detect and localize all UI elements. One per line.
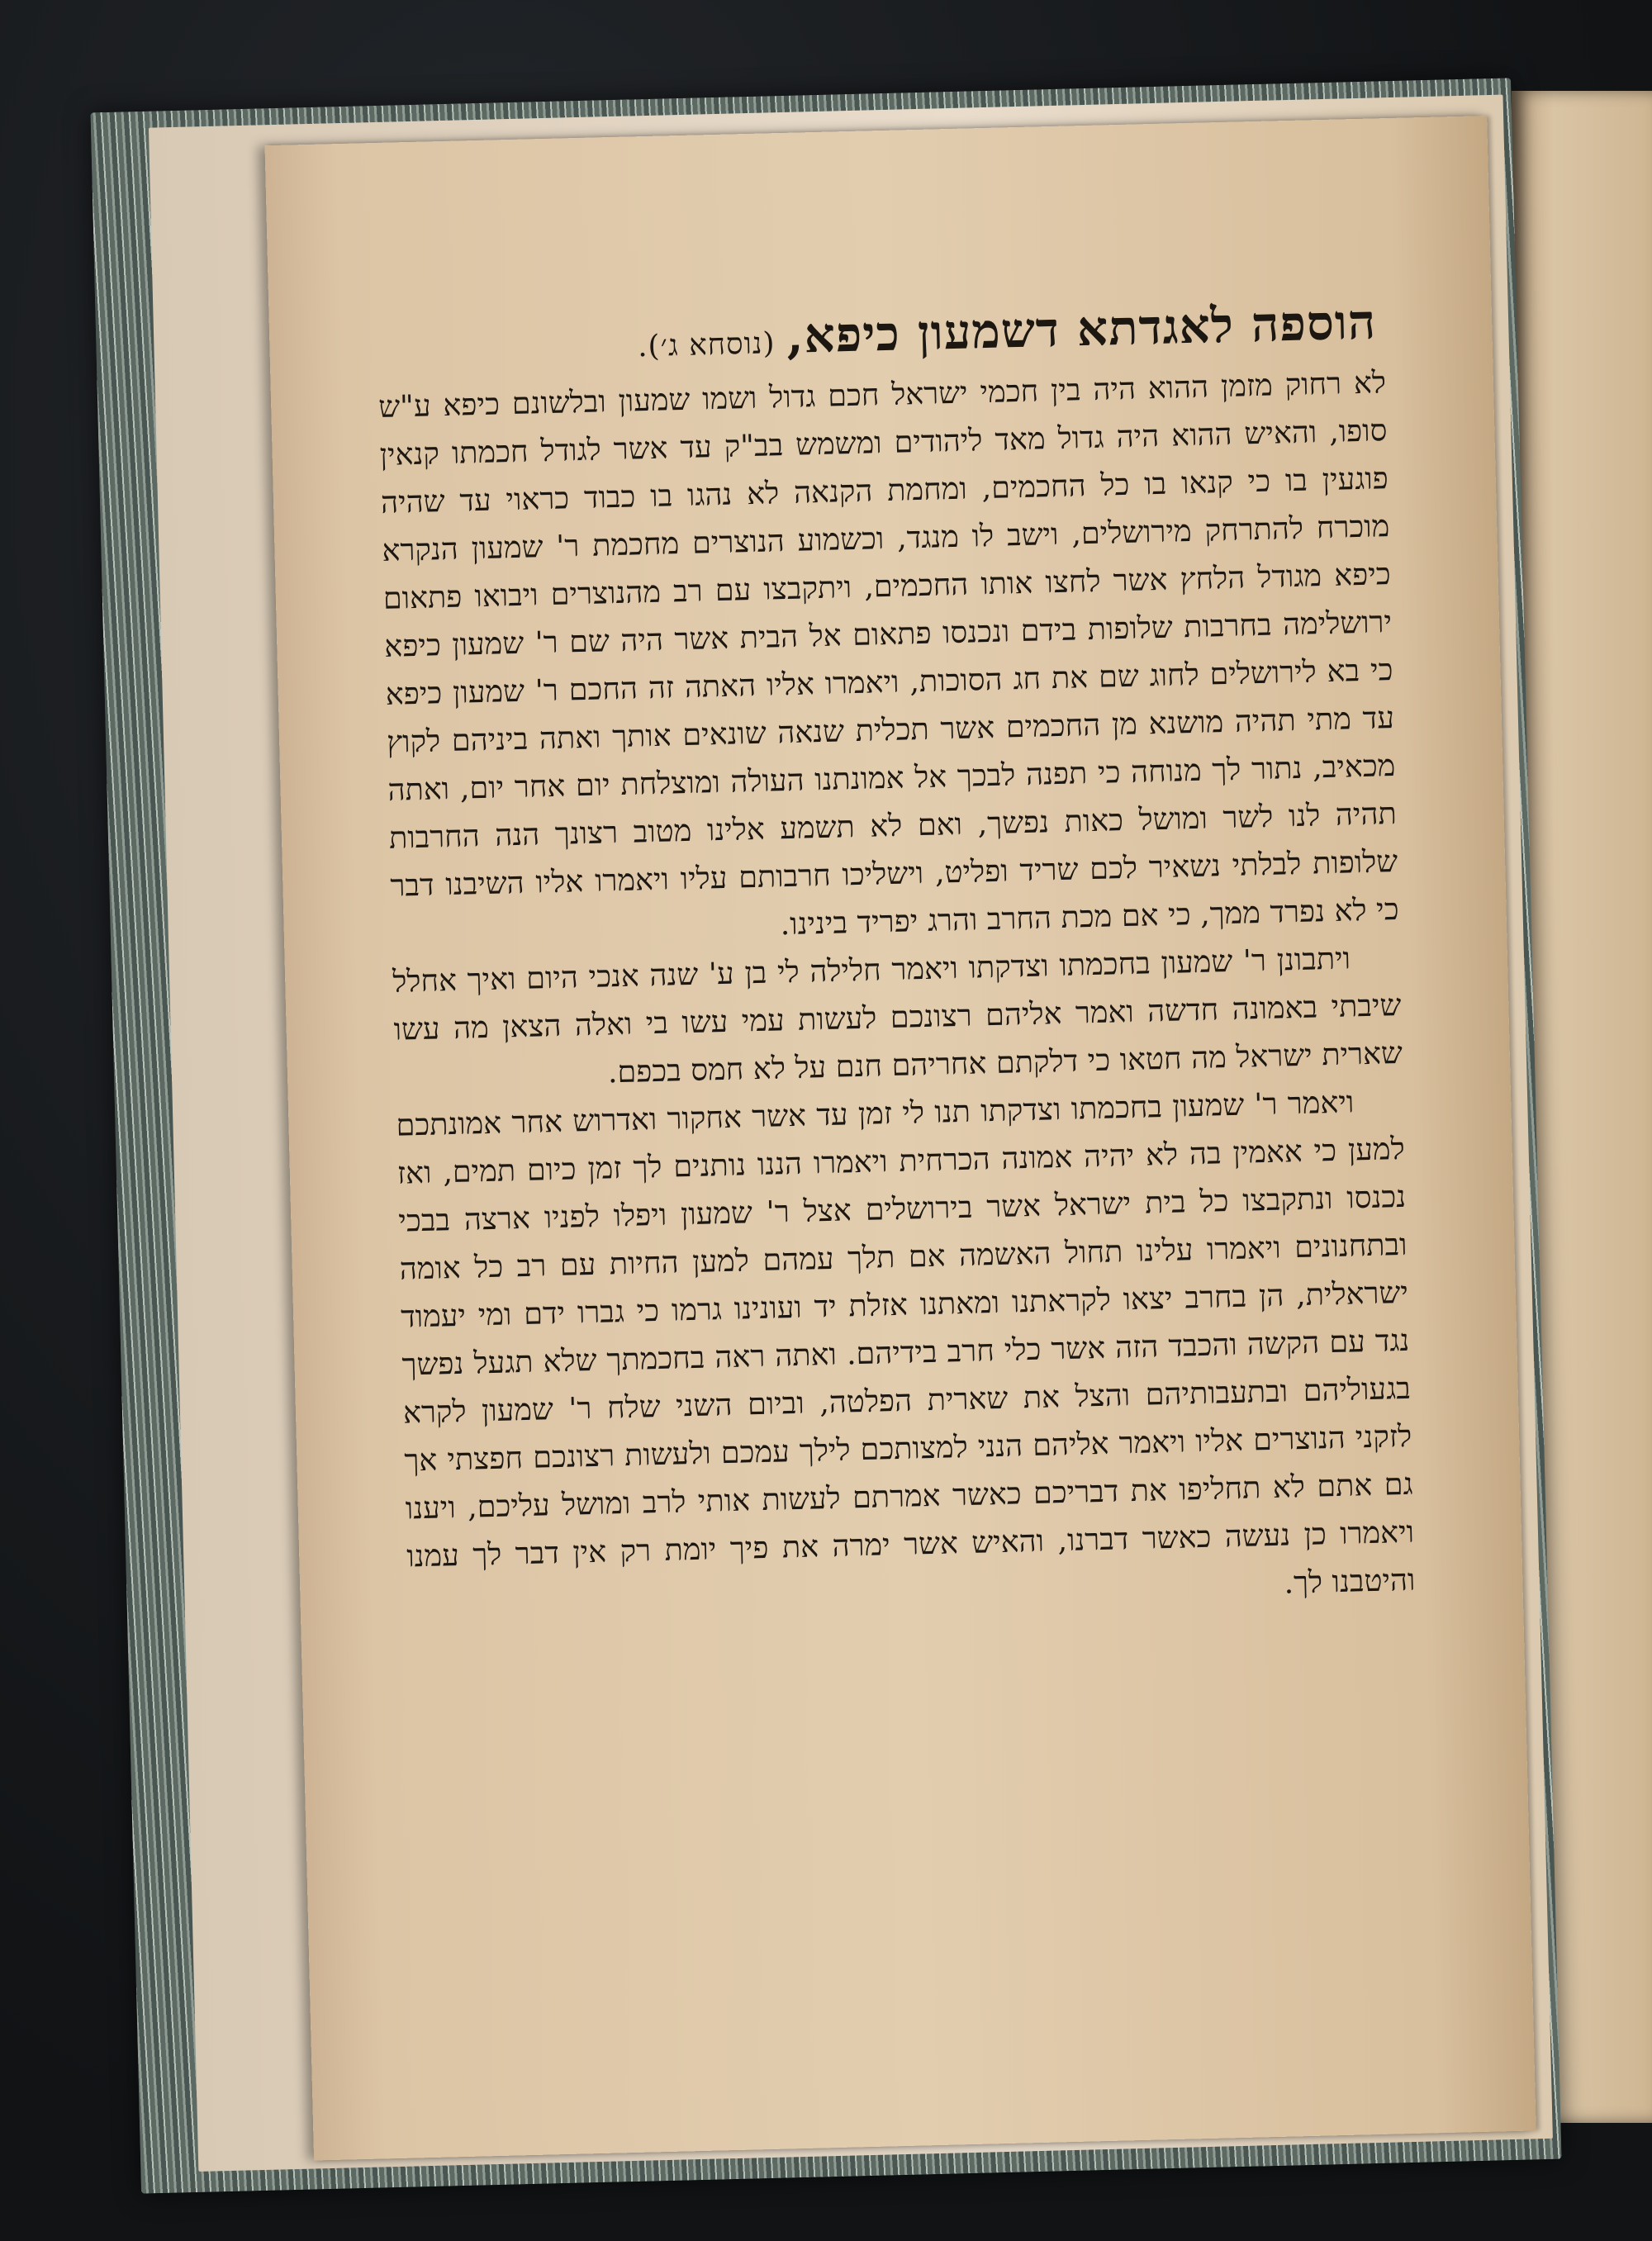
title-text: הוספה לאגדתא דשמעון כיפא,	[786, 293, 1377, 364]
paragraph-3: ויאמר ר' שמעון בחכמתו וצדקתו תנו לי זמן עד אשר אחקור ואדרוש אחר אמונתכם למען כי אאמין בה לא יהיה אמונה הכרחית ויאמרו הננו נותנים לך זמן כיום תמים, ואז נכנסו ונתקבצו כל בית ישראל אשר בירושלים אצל ר' שמעון ויפלו לפניו ארצה בבכי ובתחנונים ויאמרו עלינו תחול האשמה אם תלך עמהם למען החיות עם רב כל אומה ישראלית, הן בחרב יצאו לקראתנו ומאתנו אזלת יד ועונינו גרמו כי גברו ידם ומי יעמוד נגד עם הקשה והכבד הזה אשר כלי חרב בידיהם. ואתה ראה בחכמתך שלא תגעל נפשך בגעוליהם ובתעבותיהם והצל את שארית הפלטה, וביום השני שלח ר' שמעון לקרא לזקני הנוצרים אליו ויאמר אליהם הנני למצותכם לילך עמכם ולעשות רצונכם חפצתי אך גם אתם לא תחליפו את דבריכם כאשר אמרתם לעשות אותי לרב ומושל עליכם, ויענו ויאמרו כן נעשה כאשר דברנו, והאיש אשר ימרה את פיך יומת רק אין דבר לך עמנו והיטבנו לך.	[395, 1083, 1416, 1601]
book	[90, 78, 1561, 2193]
title-version-note: (נוסחא ג׳).	[637, 326, 776, 364]
book-page	[265, 116, 1536, 2160]
body-text	[378, 358, 1416, 1628]
paragraph-1: לא רחוק מזמן ההוא היה בין חכמי ישראל חכם גדול ושמו שמעון ובלשונם כיפא ע"ש סופו, והאיש ההוא היה גדול מאד ליהודים ומשמש בב"ק עד אשר לגודל חכמתו קנאין פוגעין בו כי קנאו בו כל החכמים, ומחמת הקנאה לא נהגו בו כבוד כראוי עד שהיה מוכרח להתרחק מירושלים, וישב לו מנגד, וכשמוע הנוצרים מחכמת ר' שמעון הנקרא כיפא מגודל הלחץ אשר לחצו אותו החכמים, ויתקבצו עם רב מהנוצרים ויבואו פתאום ירושלימה בחרבות שלופות בידם ונכנסו פתאום אל הבית אשר היה שם ר' שמעון כיפא כי בא לירושלים לחוג שם את חג הסוכות, ויאמרו אליו האתה זה החכם ר' שמעון כיפא עד מתי תהיה מושנא מן החכמים אשר תכלית שנאה שונאים אותך ואתה ביניהם לקוץ מכאיב, נתור לך מנוחה כי תפנה לבכך אל אמונתנו העולה ומוצלחת יום אחר יום, ואתה תהיה לנו לשר ומושל כאות נפשך, ואם לא תשמע אלינו מטוב רצונך הנה החרבות שלופות לבלתי נשאיר לכם שריד ופליט, וישליכו חרבותם עליו ויאמרו אליו השיבנו דבר כי לא נפרד ממך, כי אם מכת החרב והרג יפריד בינינו.	[377, 363, 1400, 942]
page-text	[377, 292, 1425, 1992]
paragraph-2: ויתבונן ר' שמעון בחכמתו וצדקתו ויאמר חלילה לי בן ע' שנה אנכי היום ואיך אחלל שיבתי באמונה חדשה ואמר אליהם רצונכם לעשות עמי עשו בי ואלה הצאן מה עשו שארית ישראל מה חטאו כי דלקתם אחריהם חנם על לא חמס בכפם.	[392, 939, 1403, 1090]
